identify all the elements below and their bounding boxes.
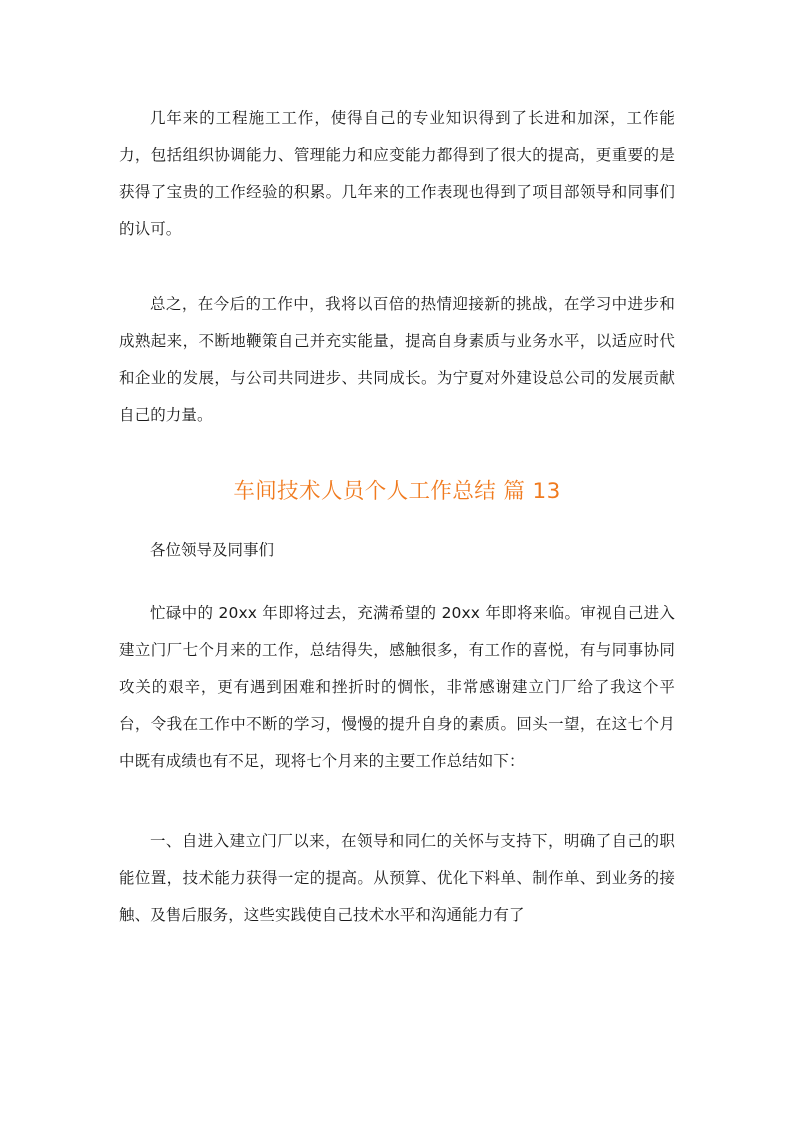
body-paragraph-introduction: 忙碌中的 20xx 年即将过去，充满希望的 20xx 年即将来临。审视自己进入建立门厂七个月来的工作，总结得失，感触很多，有工作的喜悦，有与同事协同攻关的艰辛，更有遇到困难和挫折时的惆怅，非常感谢建立门厂给了我这个平台，令我在工作中不断的学习，慢慢的提升自身的素质。回头一望，在这七个月中既有成绩也有不足，现将七个月来的主要工作总结如下： [119, 604, 675, 770]
body-paragraph-work-experience: 几年来的工程施工工作，使得自己的专业知识得到了长进和加深，工作能力，包括组织协调能力、管理能力和应变能力都得到了很大的提高，更重要的是获得了宝贵的工作经验的积累。几年来的工作表现也得到了项目部领导和同事们的认可。 [119, 109, 675, 238]
body-paragraph-item-one: 一、自进入建立门厂以来，在领导和同仁的关怀与支持下，明确了自己的职能位置，技术能力获得一定的提高。从预算、优化下料单、制作单、到业务的接触、及售后服务，这些实践使自己技术水平和沟通能力有了 [119, 832, 675, 924]
section-heading: 车间技术人员个人工作总结 篇 13 [233, 479, 561, 504]
greeting-line: 各位领导及同事们 [150, 541, 275, 559]
body-paragraph-conclusion: 总之，在今后的工作中，我将以百倍的热情迎接新的挑战，在学习中进步和成熟起来，不断地鞭策自己并充实能量，提高自身素质与业务水平，以适应时代和企业的发展，与公司共同进步、共同成长。为宁夏对外建设总公司的发展贡献自己的力量。 [119, 295, 675, 424]
